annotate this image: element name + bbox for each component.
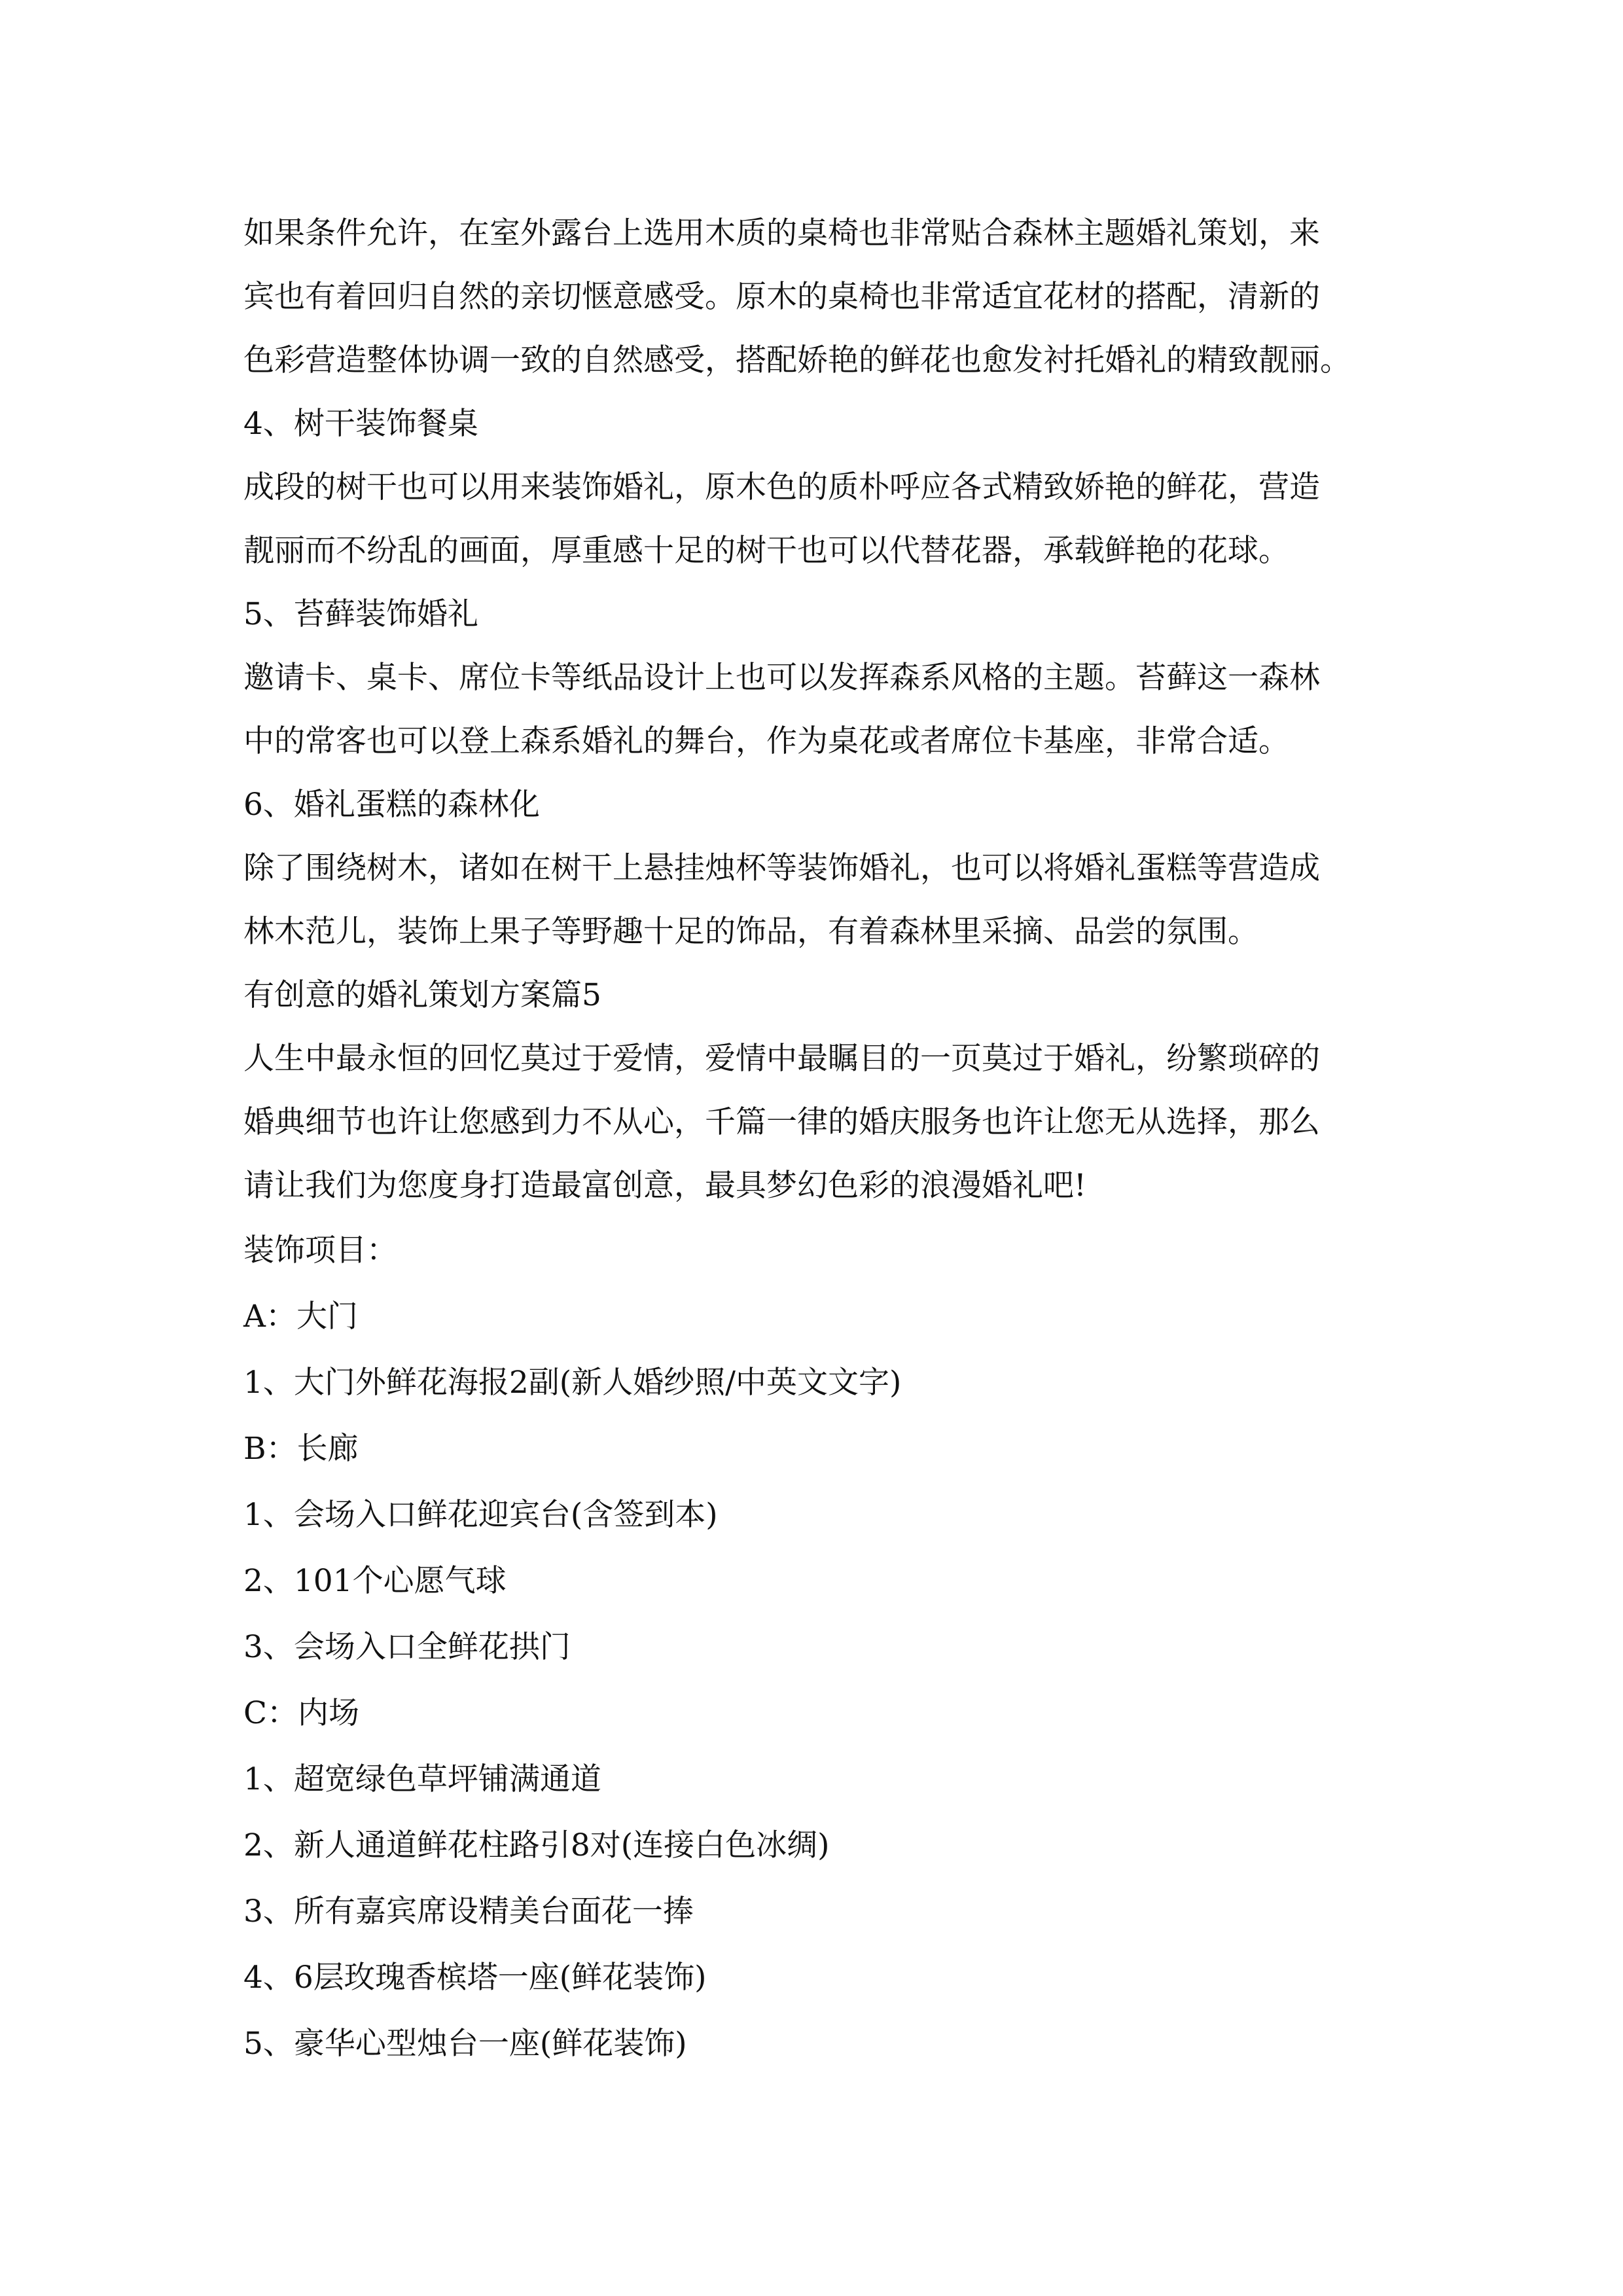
- section-heading: 6、婚礼蛋糕的森林化: [243, 787, 540, 823]
- list-item: 3、所有嘉宾席设精美台面花一捧: [243, 1893, 694, 1929]
- list-item: 2、101个心愿气球: [243, 1563, 507, 1599]
- paragraph-line: 邀请卡、桌卡、席位卡等纸品设计上也可以发挥森系风格的主题。苔藓这一森林: [243, 660, 1320, 696]
- paragraph-line: 除了围绕树木，诸如在树干上悬挂烛杯等装饰婚礼，也可以将婚礼蛋糕等营造成: [243, 850, 1320, 886]
- paragraph-line: 林木范儿，装饰上果子等野趣十足的饰品，有着森林里采摘、品尝的氛围。: [243, 914, 1258, 950]
- paragraph-line: 靓丽而不纷乱的画面，厚重感十足的树干也可以代替花器，承载鲜艳的花球。: [243, 533, 1289, 569]
- list-item: 5、豪华心型烛台一座(鲜花装饰): [243, 2026, 687, 2062]
- section-heading: 5、苔藓装饰婚礼: [243, 596, 478, 632]
- paragraph-line: 请让我们为您度身打造最富创意，最具梦幻色彩的浪漫婚礼吧!: [243, 1168, 1086, 1204]
- paragraph-line: 如果条件允许，在室外露台上选用木质的桌椅也非常贴合森林主题婚礼策划，来: [243, 215, 1320, 251]
- list-group-heading: B：长廊: [243, 1431, 359, 1467]
- list-item: 1、超宽绿色草坪铺满通道: [243, 1761, 601, 1797]
- list-item: 4、6层玫瑰香槟塔一座(鲜花装饰): [243, 1960, 707, 1996]
- list-group-heading: A：大门: [243, 1299, 358, 1335]
- paragraph-line: 成段的树干也可以用来装饰婚礼，原木色的质朴呼应各式精致娇艳的鲜花，营造: [243, 469, 1320, 505]
- list-item: 1、会场入口鲜花迎宾台(含签到本): [243, 1497, 718, 1533]
- paragraph-line: 婚典细节也许让您感到力不从心，千篇一律的婚庆服务也许让您无从选择，那么: [243, 1104, 1320, 1140]
- paragraph-line: 宾也有着回归自然的亲切惬意感受。原木的桌椅也非常适宜花材的搭配，清新的: [243, 279, 1320, 315]
- paragraph-line: 人生中最永恒的回忆莫过于爱情，爱情中最瞩目的一页莫过于婚礼，纷繁琐碎的: [243, 1041, 1320, 1077]
- article-title: 有创意的婚礼策划方案篇5: [243, 977, 601, 1013]
- list-item: 1、大门外鲜花海报2副(新人婚纱照/中英文文字): [243, 1365, 902, 1401]
- list-heading: 装饰项目：: [243, 1232, 397, 1268]
- paragraph-line: 中的常客也可以登上森系婚礼的舞台，作为桌花或者席位卡基座，非常合适。: [243, 723, 1289, 759]
- list-item: 3、会场入口全鲜花拱门: [243, 1629, 571, 1665]
- paragraph-line: 色彩营造整体协调一致的自然感受，搭配娇艳的鲜花也愈发衬托婚礼的精致靓丽。: [243, 342, 1351, 378]
- document-body: [243, 202, 1395, 2077]
- section-heading: 4、树干装饰餐桌: [243, 406, 478, 442]
- list-group-heading: C：内场: [243, 1695, 359, 1731]
- list-item: 2、新人通道鲜花柱路引8对(连接白色冰绸): [243, 1827, 830, 1863]
